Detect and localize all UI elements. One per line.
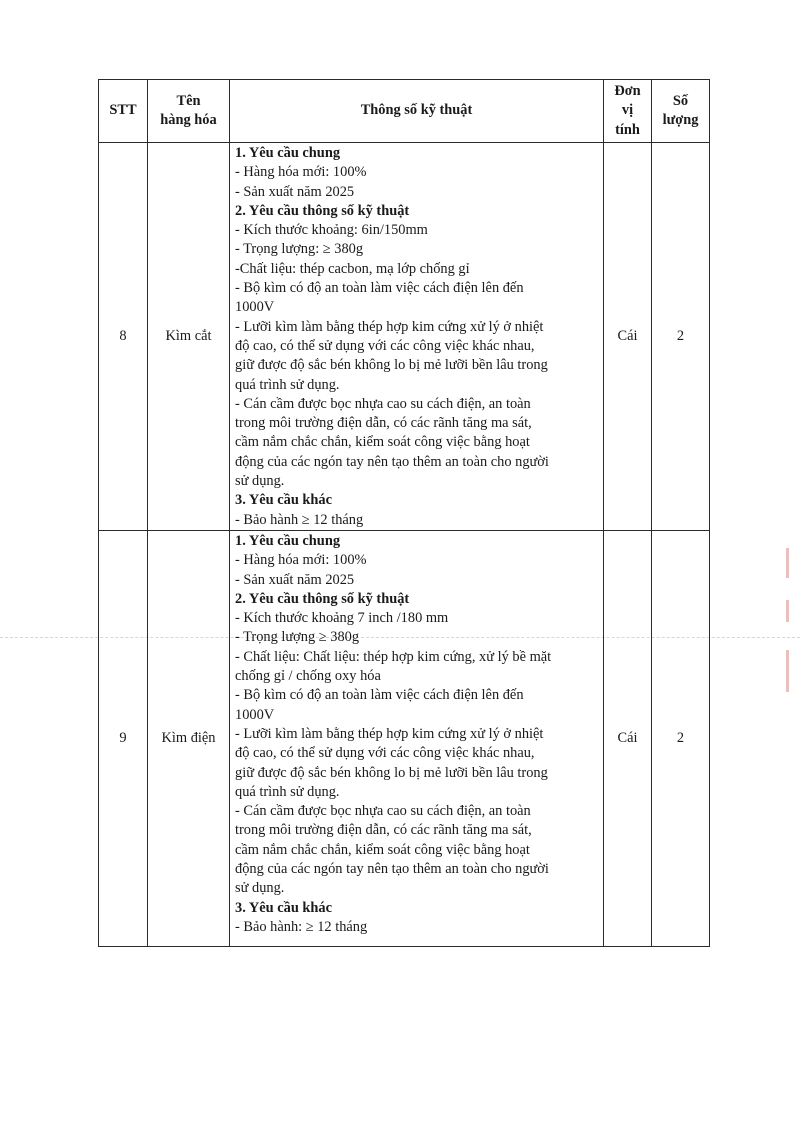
header-unit-line: Đơn (614, 83, 641, 100)
spec-table (98, 79, 710, 947)
spec-section-heading: 3. Yêu cầu khác (235, 899, 333, 916)
spec-line: giữ được độ sắc bén không lo bị mẻ lưỡi bền lâu trong (235, 357, 548, 374)
table-row (99, 143, 710, 531)
spec-line: động của các ngón tay nên tạo thêm an toàn cho người (235, 453, 549, 470)
header-unit-line: vị (621, 102, 634, 119)
header-unit (604, 80, 652, 143)
spec-line: giữ được độ sắc bén không lo bị mẻ lưỡi bền lâu trong (235, 764, 548, 781)
spec-line: - Bộ kìm có độ an toàn làm việc cách điện lên đến (235, 687, 524, 704)
spec-line: trong môi trường điện dẫn, có các rãnh tăng ma sát, (235, 822, 532, 839)
spec-line: - Kích thước khoảng 7 inch /180 mm (235, 610, 449, 627)
spec-line: - Bộ kìm có độ an toàn làm việc cách điện lên đến (235, 280, 524, 297)
spec-line: - Trọng lượng: ≥ 380g (235, 241, 364, 258)
spec-line: sử dụng. (235, 473, 285, 490)
spec-line: - Hàng hóa mới: 100% (235, 552, 367, 569)
spec-line: cầm nắm chắc chắn, kiểm soát công việc bằng hoạt (235, 841, 530, 858)
header-qty (652, 80, 710, 143)
spec-line: chống gỉ / chống oxy hóa (235, 668, 381, 685)
spec-line: động của các ngón tay nên tạo thêm an toàn cho người (235, 860, 549, 877)
spec-line: 1000V (235, 706, 275, 723)
row-quantity: 2 (652, 143, 710, 531)
spec-section-heading: 3. Yêu cầu khác (235, 492, 333, 509)
scan-margin-mark (786, 548, 789, 578)
row-unit: Cái (604, 143, 652, 531)
header-stt: STT (99, 80, 148, 143)
spec-section-heading: 2. Yêu cầu thông số kỹ thuật (235, 202, 410, 219)
row-spec (230, 143, 604, 531)
header-name-line: hàng hóa (160, 112, 217, 128)
header-spec: Thông số kỹ thuật (230, 80, 604, 143)
spec-line: cầm nắm chắc chắn, kiểm soát công việc bằng hoạt (235, 434, 530, 451)
spec-line: - Cán cầm được bọc nhựa cao su cách điện, an toàn (235, 803, 531, 820)
scan-margin-mark (786, 600, 789, 622)
spec-line: - Trọng lượng ≥ 380g (235, 629, 360, 646)
spec-line: - Bảo hành ≥ 12 tháng (235, 511, 364, 528)
header-qty-line: lượng (662, 112, 699, 128)
spec-section-heading: 2. Yêu cầu thông số kỹ thuật (235, 590, 410, 607)
header-qty-line: Số (672, 92, 689, 109)
spec-line: trong môi trường điện dẫn, có các rãnh tăng ma sát, (235, 415, 532, 432)
header-name-line: Tên (176, 92, 201, 109)
row-stt: 8 (99, 143, 148, 531)
spec-line: độ cao, có thể sử dụng với các công việc khác nhau, (235, 745, 535, 762)
spec-line: quá trình sử dụng. (235, 783, 340, 800)
scan-margin-mark (786, 650, 789, 692)
spec-line: - Sản xuất năm 2025 (235, 183, 355, 200)
row-product-name: Kìm điện (148, 530, 230, 946)
row-spec (230, 530, 604, 946)
table-header-row (99, 80, 710, 143)
spec-line: - Chất liệu: Chất liệu: thép hợp kim cứng, xử lý bề mặt (235, 648, 552, 665)
spec-line: sử dụng. (235, 880, 285, 897)
row-quantity: 2 (652, 530, 710, 946)
table-row (99, 530, 710, 946)
spec-line: - Hàng hóa mới: 100% (235, 164, 367, 181)
header-unit-line: tính (615, 121, 640, 138)
spec-line: - Lưỡi kìm làm bằng thép hợp kim cứng xử lý ở nhiệt (235, 725, 544, 742)
header-name (148, 80, 230, 143)
spec-line: - Cán cầm được bọc nhựa cao su cách điện, an toàn (235, 395, 531, 412)
row-product-name: Kìm cắt (148, 143, 230, 531)
spec-line: quá trình sử dụng. (235, 376, 340, 393)
row-stt: 9 (99, 530, 148, 946)
spec-line: - Sản xuất năm 2025 (235, 571, 355, 588)
row-unit: Cái (604, 530, 652, 946)
spec-line: -Chất liệu: thép cacbon, mạ lớp chống gỉ (235, 260, 470, 277)
spec-section-heading: 1. Yêu cầu chung (235, 532, 341, 549)
spec-line: - Lưỡi kìm làm bằng thép hợp kim cứng xử lý ở nhiệt (235, 318, 544, 335)
spec-section-heading: 1. Yêu cầu chung (235, 145, 341, 161)
spec-line: độ cao, có thể sử dụng với các công việc khác nhau, (235, 337, 535, 354)
spec-line: - Kích thước khoảng: 6in/150mm (235, 222, 428, 239)
spec-line: - Bảo hành: ≥ 12 tháng (235, 918, 368, 935)
spec-line: 1000V (235, 299, 275, 316)
